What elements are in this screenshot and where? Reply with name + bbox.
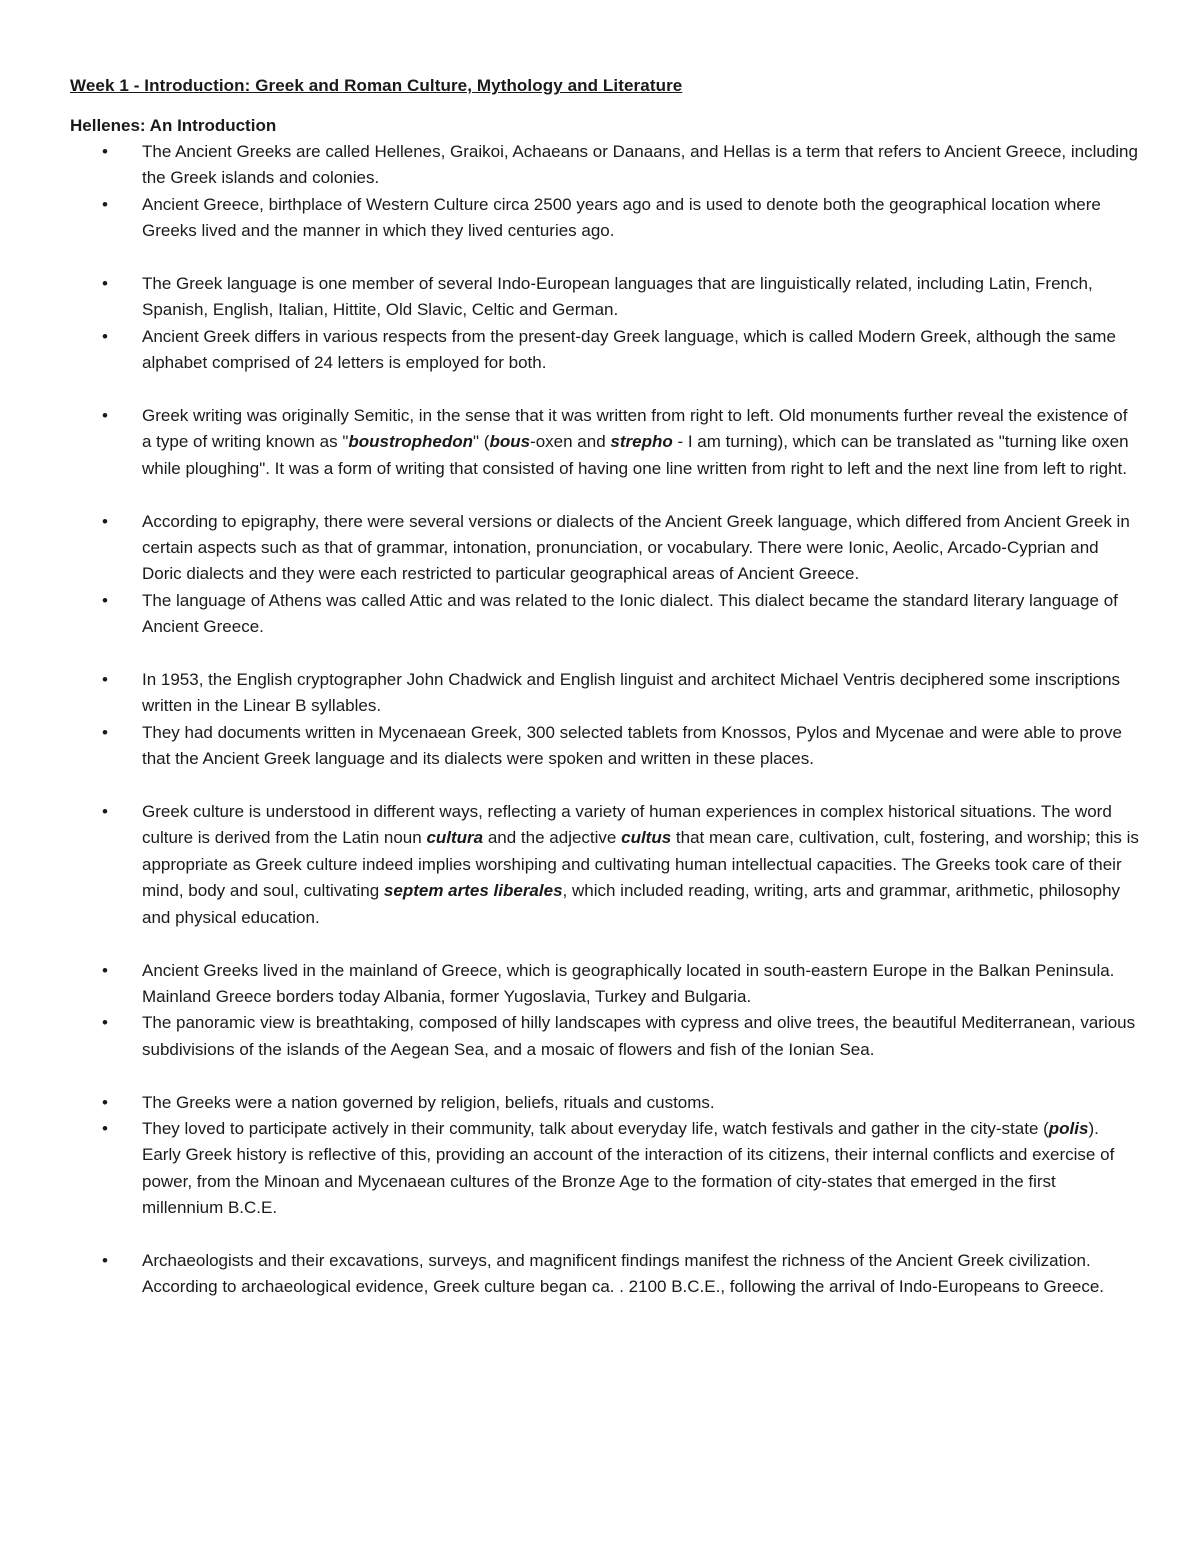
bullet-icon: • (102, 194, 108, 214)
list-item (70, 958, 1140, 1011)
list-item (70, 192, 1140, 245)
list-item (70, 509, 1140, 588)
list-item-text: The Greeks were a nation governed by religion, beliefs, rituals and customs. (142, 1092, 715, 1112)
list-item-text: The panoramic view is breathtaking, composed of hilly landscapes with cypress and olive trees, the beautiful Mediterranean, various subdivisions of the islands of the Aegean Sea, and a mosaic of flowers and fish of the Ionian Sea. (142, 1013, 1136, 1059)
list-item (70, 1248, 1140, 1301)
list-item-text: Ancient Greeks lived in the mainland of Greece, which is geographically located in south-eastern Europe in the Balkan Peninsula. Mainland Greece borders today Albania, former Yugoslavia, Turkey and Bulgaria. (142, 960, 1115, 1006)
bullet-icon: • (102, 802, 108, 822)
list-item-text: The Greek language is one member of several Indo-European languages that are linguistically related, including Latin, French, Spanish, English, Italian, Hittite, Old Slavic, Celtic and German. (142, 274, 1093, 320)
list-item (70, 1090, 1140, 1116)
list-item-text: They loved to participate actively in their community, talk about everyday life, watch festivals and gather in the city-state (polis). Early Greek history is reflective of this, providing an account of the interaction of its citizens, their internal conflicts and exercise of power, from the Minoan and Mycenaean cultures of the Bronze Age to the formation of city-states that emerged in the first millennium B.C.E. (142, 1118, 1115, 1218)
list-item-text: Greek culture is understood in different ways, reflecting a variety of human experiences in complex historical situations. The word culture is derived from the Latin noun cultura and the adjective cultus that mean care, cultivation, cult, fostering, and worship; this is appropriate as Greek culture indeed implies worshiping and cultivating human intellectual capacities. The Greeks took care of their mind, body and soul, cultivating septem artes liberales, which included reading, writing, arts and grammar, arithmetic, philosophy and physical education. (142, 802, 1139, 927)
emphasis-term: septem artes liberales (383, 881, 563, 901)
bullet-list (70, 139, 1140, 1301)
list-item (70, 588, 1140, 641)
bullet-icon: • (102, 142, 108, 161)
list-item (70, 1116, 1140, 1222)
bullet-icon: • (102, 670, 108, 690)
bullet-icon: • (102, 326, 108, 346)
bullet-icon: • (102, 511, 108, 531)
document-body (70, 73, 1140, 1301)
list-item (70, 403, 1140, 482)
bullet-icon: • (102, 1250, 108, 1270)
bullet-icon: • (102, 1118, 108, 1138)
list-item (70, 667, 1140, 720)
list-item-text: The Ancient Greeks are called Hellenes, Graikoi, Achaeans or Danaans, and Hellas is a term that refers to Ancient Greece, including the Greek islands and colonies. (142, 142, 1138, 188)
bullet-icon: • (102, 406, 108, 426)
emphasis-term: cultus (621, 828, 672, 848)
bullet-icon: • (102, 1092, 108, 1112)
list-item-text: In 1953, the English cryptographer John Chadwick and English linguist and architect Michael Ventris deciphered some inscriptions written in the Linear B syllables. (142, 670, 1121, 716)
list-item-text: Ancient Greece, birthplace of Western Culture circa 2500 years ago and is used to denote both the geographical location where Greeks lived and the manner in which they lived centuries ago. (142, 194, 1101, 241)
list-item (70, 799, 1140, 931)
list-item (70, 324, 1140, 377)
bullet-icon: • (102, 722, 108, 742)
section-heading: Hellenes: An Introduction (70, 116, 277, 135)
emphasis-term: strepho (610, 432, 673, 452)
page-title: Week 1 - Introduction: Greek and Roman Culture, Mythology and Literature (70, 76, 683, 95)
list-item (70, 1010, 1140, 1063)
list-item (70, 271, 1140, 324)
emphasis-term: bous (489, 432, 531, 452)
list-item (70, 139, 1140, 192)
list-item-text: Greek writing was originally Semitic, in the sense that it was written from right to left. Old monuments further reveal the existence of a type of writing known as "boustrophedon" (bous-oxen and strepho - I am turning), which can be translated as "turning like oxen while ploughing". It was a form of writing that consisted of having one line written from right to left and the next line from left to right. (142, 406, 1129, 478)
emphasis-term: boustrophedon (348, 432, 474, 452)
emphasis-term: cultura (426, 828, 484, 848)
list-item-text: Archaeologists and their excavations, surveys, and magnificent findings manifest the richness of the Ancient Greek civilization. According to archaeological evidence, Greek culture began ca. . 2100 B.C.E., following the arrival of Indo-Europeans to Greece. (142, 1250, 1104, 1297)
bullet-icon: • (102, 274, 108, 294)
list-item-text: They had documents written in Mycenaean Greek, 300 selected tablets from Knossos, Pylos and Mycenae and were able to prove that the Ancient Greek language and its dialects were spoken and written in these places. (142, 722, 1122, 769)
list-item-text: Ancient Greek differs in various respects from the present-day Greek language, which is called Modern Greek, although the same alphabet comprised of 24 letters is employed for both. (142, 326, 1116, 373)
bullet-icon: • (102, 960, 108, 980)
list-item-text: According to epigraphy, there were several versions or dialects of the Ancient Greek language, which differed from Ancient Greek in certain aspects such as that of grammar, intonation, pronunciation, or vocabulary. There were Ionic, Aeolic, Arcado-Cyprian and Doric dialects and they were each restricted to particular geographical areas of Ancient Greece. (142, 511, 1130, 584)
bullet-icon: • (102, 590, 108, 610)
bullet-icon: • (102, 1013, 108, 1033)
list-item-text: The language of Athens was called Attic and was related to the Ionic dialect. This dialect became the standard literary language of Ancient Greece. (142, 590, 1118, 637)
emphasis-term: polis (1048, 1118, 1089, 1138)
list-item (70, 720, 1140, 773)
